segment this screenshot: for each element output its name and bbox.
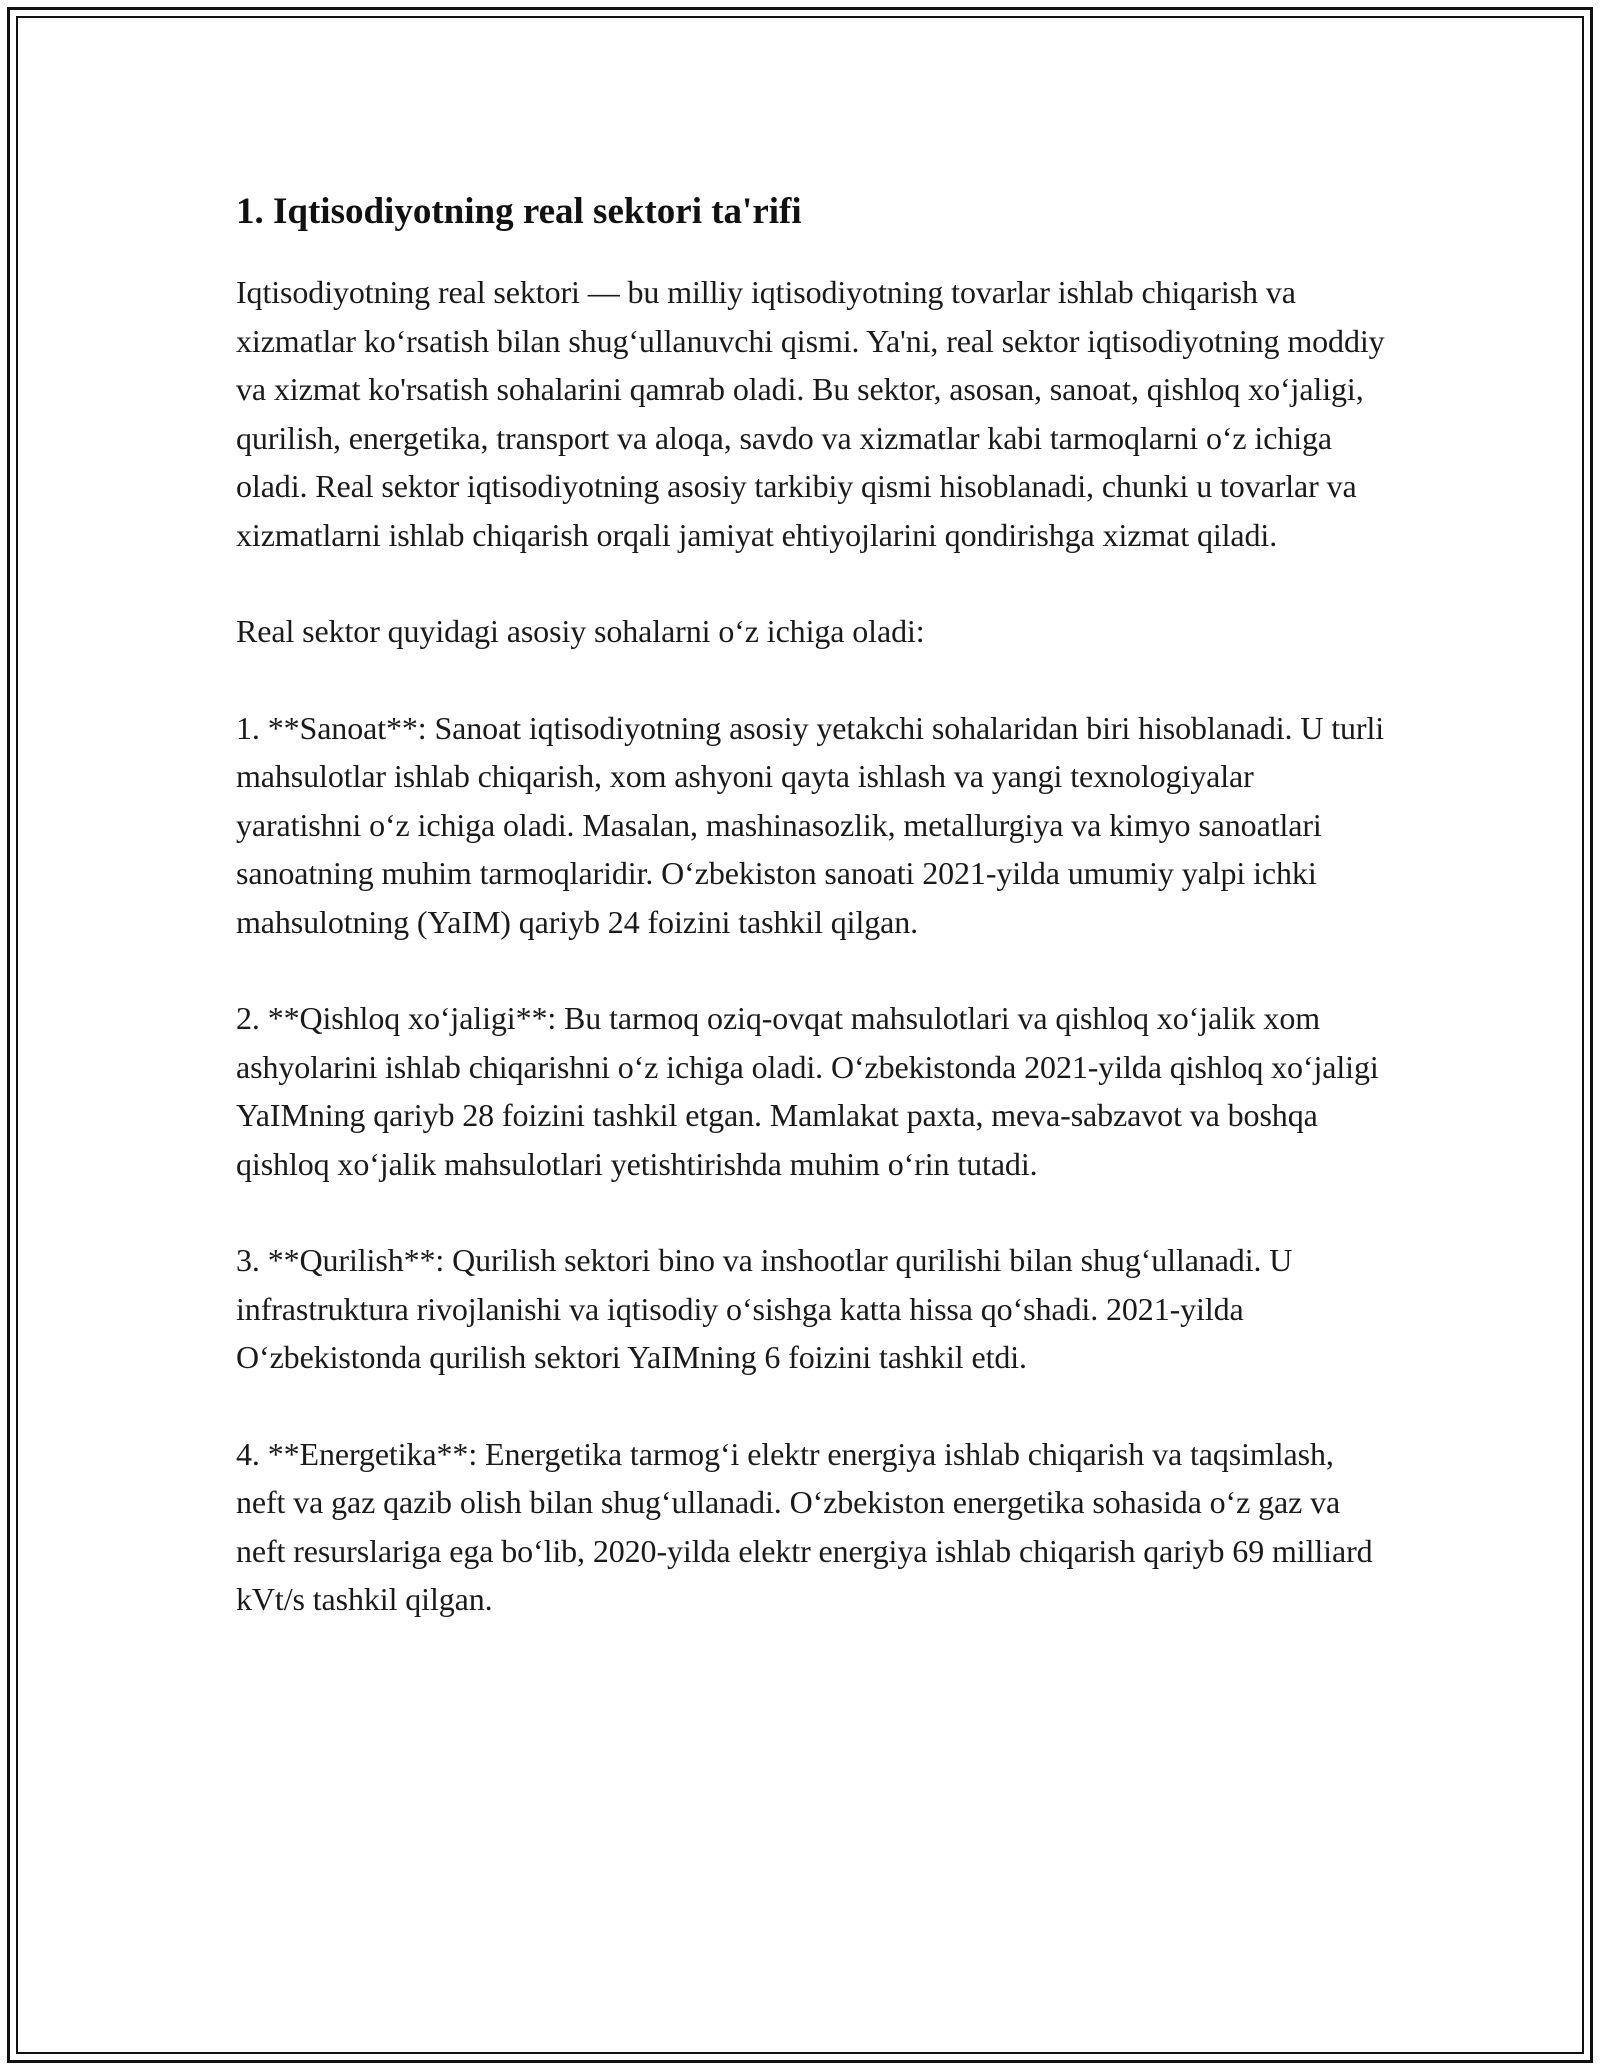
section-heading: 1. Iqtisodiyotning real sektori ta'rifi [236, 191, 802, 232]
paragraph-qurilish: 3. **Qurilish**: Qurilish sektori bino va inshootlar qurilishi bilan shug‘ullanadi. U infrastruktura rivojlanishi va iqtisodiy o‘sishga katta hissa qo‘shadi. 2021-yilda O‘zbekistonda qurilish sektori YaIMning 6 foizini tashkil etdi. [236, 1242, 1293, 1375]
paragraph-intro-list: Real sektor quyidagi asosiy sohalarni o‘z ichiga oladi: [236, 613, 925, 649]
paragraph-energetika: 4. **Energetika**: Energetika tarmog‘i elektr energiya ishlab chiqarish va taqsimlash, neft va gaz qazib olish bilan shug‘ullanadi. O‘zbekiston energetika sohasida o‘z gaz va neft resurslariga ega bo‘lib, 2020-yilda elektr energiya ishlab chiqarish qariyb 69 milliard kVt/s tashkil qilgan. [236, 1435, 1373, 1617]
paragraph-qishloq-xojaligi: 2. **Qishloq xo‘jaligi**: Bu tarmoq oziq-ovqat mahsulotlari va qishloq xo‘jalik xom ashyolarini ishlab chiqarishni o‘z ichiga oladi. O‘zbekistonda 2021-yilda qishloq xo‘jaligi YaIMning qariyb 28 foizini tashkil etgan. Mamlakat paxta, meva-sabzavot va boshqa qishloq xo‘jalik mahsulotlari yetishtirishda muhim o‘rin tutadi. [236, 1000, 1379, 1182]
paragraph-sanoat: 1. **Sanoat**: Sanoat iqtisodiyotning asosiy yetakchi sohalaridan biri hisoblanadi. U turli mahsulotlar ishlab chiqarish, xom ashyoni qayta ishlash va yangi texnologiyalar yaratishni o‘z ichiga oladi. Masalan, mashinasozlik, metallurgiya va kimyo sanoatlari sanoatning muhim tarmoqlaridir. O‘zbekiston sanoati 2021-yilda umumiy yalpi ichki mahsulotning (YaIM) qariyb 24 foizini tashkil qilgan. [236, 709, 1385, 940]
document-body [236, 186, 1386, 1672]
paragraph-definition: Iqtisodiyotning real sektori — bu milliy iqtisodiyotning tovarlar ishlab chiqarish va xizmatlar ko‘rsatish bilan shug‘ullanuvchi qismi. Ya'ni, real sektor iqtisodiyotning moddiy va xizmat ko'rsatish sohalarini qamrab oladi. Bu sektor, asosan, sanoat, qishloq xo‘jaligi, qurilish, energetika, transport va aloqa, savdo va xizmatlar kabi tarmoqlarni o‘z ichiga oladi. Real sektor iqtisodiyotning asosiy tarkibiy qismi hisoblanadi, chunki u tovarlar va xizmatlarni ishlab chiqarish orqali jamiyat ehtiyojlarini qondirishga xizmat qiladi. [236, 274, 1385, 553]
